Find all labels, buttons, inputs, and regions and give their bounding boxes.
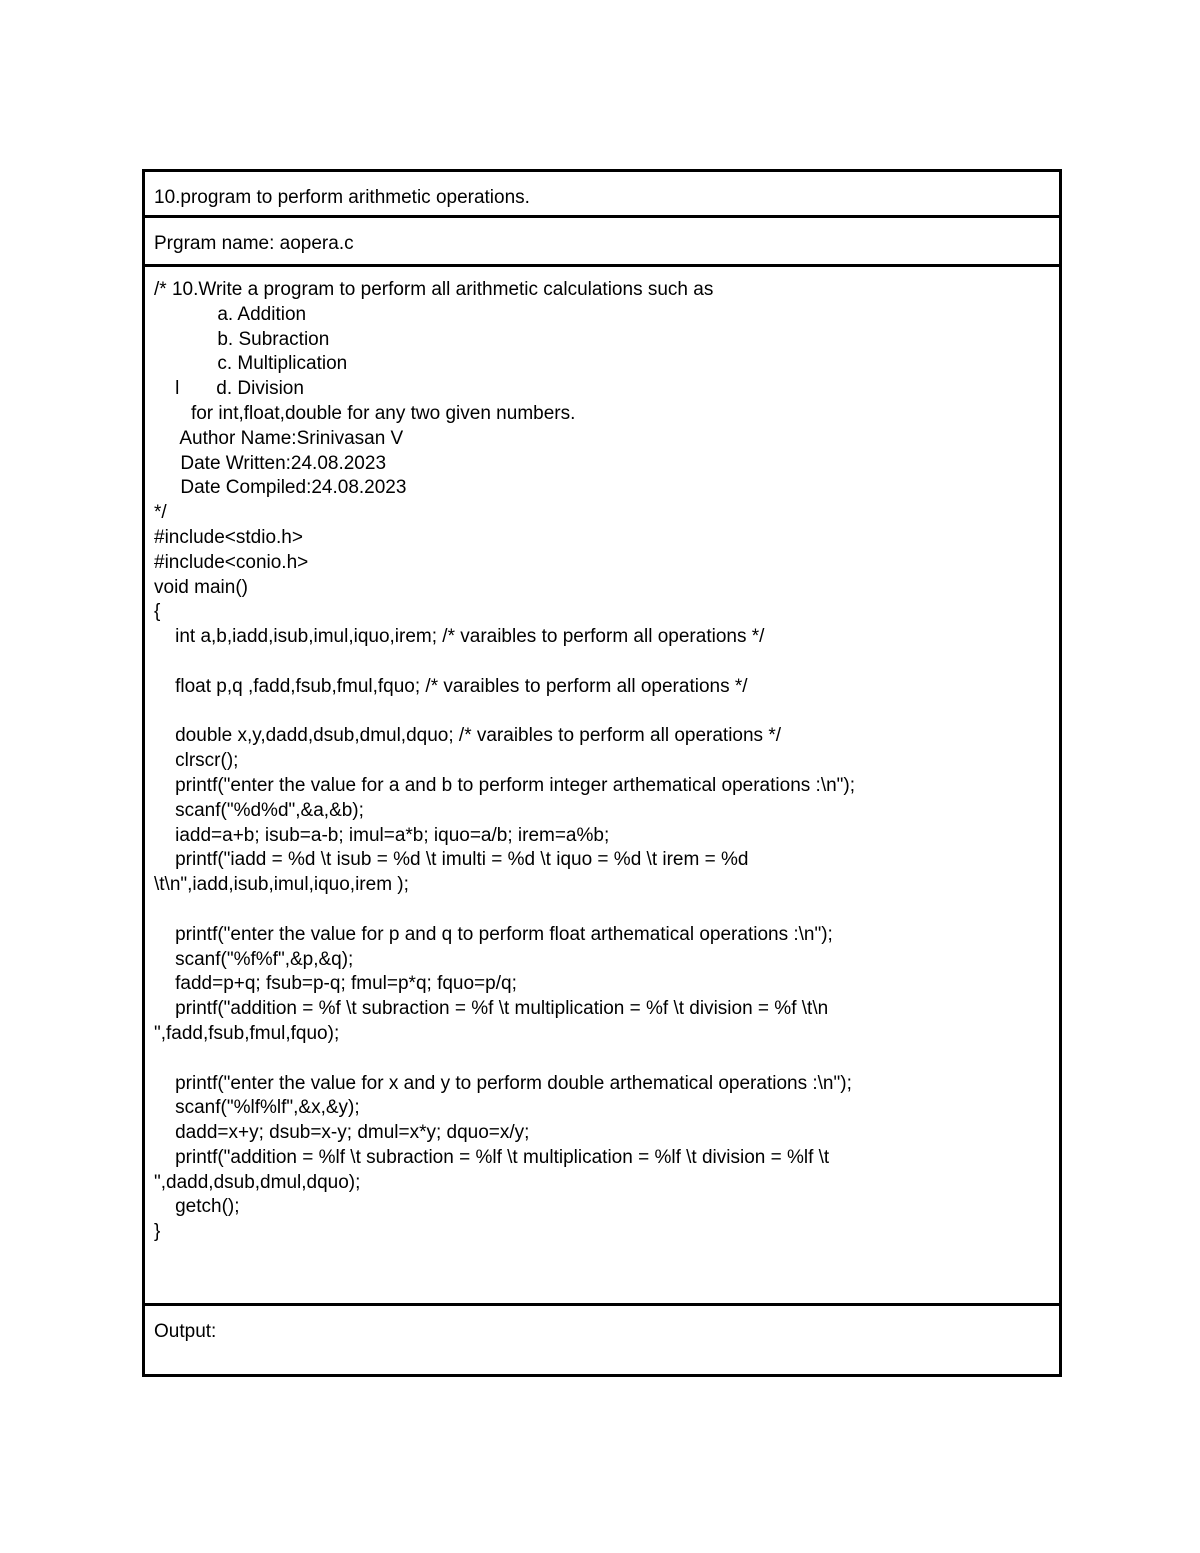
code-line: b. Subraction bbox=[154, 328, 330, 350]
code-line: clrscr(); bbox=[154, 750, 239, 772]
code-line bbox=[154, 650, 855, 675]
code-line: Date Written:24.08.2023 bbox=[154, 452, 387, 474]
code-line: scanf("%lf%lf",&x,&y); bbox=[154, 1097, 360, 1119]
code-line: float p,q ,fadd,fsub,fmul,fquo; /* varaibles to perform all operations */ bbox=[154, 675, 748, 697]
code-line: printf("enter the value for x and y to perform double arthematical operations :\n"); bbox=[154, 1072, 852, 1094]
code-line: { bbox=[154, 601, 161, 623]
code-line: c. Multiplication bbox=[154, 353, 348, 375]
code-line: dadd=x+y; dsub=x-y; dmul=x*y; dquo=x/y; bbox=[154, 1122, 530, 1144]
source-code bbox=[154, 278, 855, 1245]
title-row bbox=[145, 172, 1059, 218]
code-line: ",dadd,dsub,dmul,dquo); bbox=[154, 1171, 361, 1193]
code-line bbox=[154, 898, 855, 923]
code-line: printf("addition = %lf \t subraction = %lf \t multiplication = %lf \t division = %lf \t bbox=[154, 1146, 830, 1168]
code-line: scanf("%f%f",&p,&q); bbox=[154, 948, 354, 970]
code-line: void main() bbox=[154, 576, 248, 598]
code-line: l d. Division bbox=[154, 378, 304, 400]
code-line: for int,float,double for any two given numbers. bbox=[154, 402, 576, 424]
code-line bbox=[154, 700, 855, 725]
code-line: int a,b,iadd,isub,imul,iquo,irem; /* varaibles to perform all operations */ bbox=[154, 626, 765, 648]
code-line: } bbox=[154, 1221, 161, 1243]
code-line: Author Name:Srinivasan V bbox=[154, 427, 404, 449]
output-row bbox=[145, 1306, 1059, 1374]
program-title: 10.program to perform arithmetic operations. bbox=[154, 187, 530, 208]
code-line: */ bbox=[154, 502, 167, 524]
program-table bbox=[142, 169, 1062, 1377]
output-label: Output: bbox=[154, 1321, 217, 1342]
code-line: fadd=p+q; fsub=p-q; fmul=p*q; fquo=p/q; bbox=[154, 973, 517, 995]
program-name: Prgram name: aopera.c bbox=[154, 233, 354, 254]
code-line: iadd=a+b; isub=a-b; imul=a*b; iquo=a/b; irem=a%b; bbox=[154, 824, 610, 846]
program-name-row bbox=[145, 218, 1059, 267]
code-line: Date Compiled:24.08.2023 bbox=[154, 477, 407, 499]
code-line bbox=[154, 1047, 855, 1072]
code-line: printf("enter the value for a and b to perform integer arthematical operations :\n"); bbox=[154, 774, 856, 796]
code-line: scanf("%d%d",&a,&b); bbox=[154, 799, 364, 821]
code-line: ",fadd,fsub,fmul,fquo); bbox=[154, 1022, 340, 1044]
source-code-row bbox=[145, 267, 1059, 1306]
code-line: a. Addition bbox=[154, 303, 307, 325]
code-line: \t\n",iadd,isub,imul,iquo,irem ); bbox=[154, 874, 409, 896]
code-line: getch(); bbox=[154, 1196, 240, 1218]
code-line: #include<conio.h> bbox=[154, 551, 309, 573]
code-line: printf("iadd = %d \t isub = %d \t imulti = %d \t iquo = %d \t irem = %d bbox=[154, 849, 749, 871]
code-line: double x,y,dadd,dsub,dmul,dquo; /* varaibles to perform all operations */ bbox=[154, 725, 782, 747]
code-line: #include<stdio.h> bbox=[154, 526, 303, 548]
code-line: printf("addition = %f \t subraction = %f \t multiplication = %f \t division = %f \t\n bbox=[154, 998, 829, 1020]
code-line: printf("enter the value for p and q to perform float arthematical operations :\n"); bbox=[154, 923, 833, 945]
code-line: /* 10.Write a program to perform all arithmetic calculations such as bbox=[154, 279, 714, 300]
